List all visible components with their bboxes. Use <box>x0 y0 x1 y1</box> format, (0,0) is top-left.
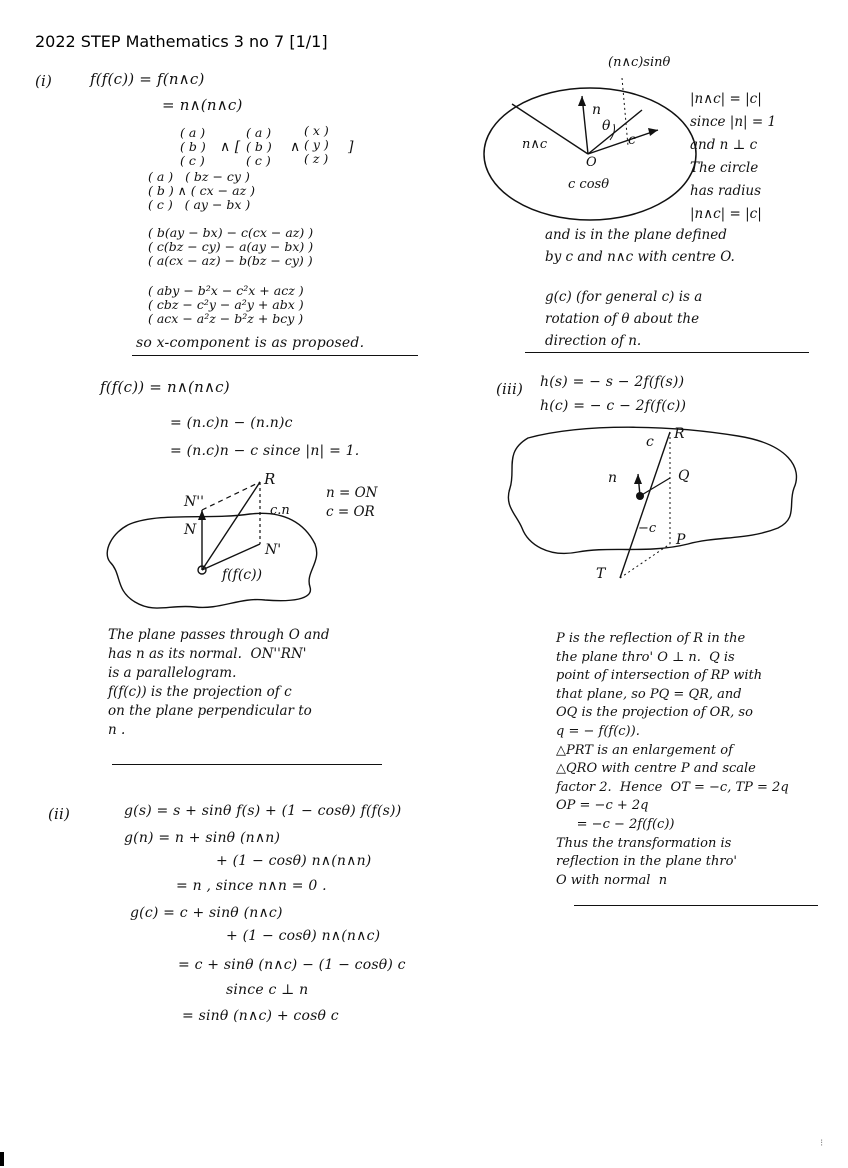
label-P: P <box>676 532 686 548</box>
wedge-bracket: ∧ [ <box>220 139 241 155</box>
part-iii-label: (iii) <box>496 380 524 398</box>
label-R: R <box>264 470 276 488</box>
origin-point <box>636 492 644 500</box>
page-title: 2022 STEP Mathematics 3 no 7 [1/1] <box>35 32 328 51</box>
part-ii-line9: = sinθ (n∧c) + cosθ c <box>182 1008 339 1024</box>
divider <box>574 905 818 906</box>
vector-abc-inner: ( a ) ( b ) ( c ) <box>246 125 272 168</box>
part-ii-line1: g(s) = s + sinθ f(s) + (1 − cosθ) f(f(s)) <box>124 803 402 819</box>
part-ii-line7: = c + sinθ (n∧c) − (1 − cosθ) c <box>178 957 406 973</box>
part-iii-explanation: P is the reflection of R in the the plane thro' O ⊥ n. Q is point of intersection of RP with that plane, so PQ = QR, and OQ is the projection of OR, so q = − f(f(c)). △PRT is an enlargement of △QRO with centre P and scale factor 2. Hence OT = −c, TP = 2q OP = −c + 2q = −c − 2f(f(c)) Thus the transformation is reflection in the plane thro' O with normal n <box>556 631 789 888</box>
label-Q: Q <box>678 468 690 484</box>
reflection-diagram-iii <box>498 418 808 588</box>
cross-product-vectors: ( a ) ( bz − cy ) ( b ) ∧ ( cx − az ) ( c ) ( ay − bx ) <box>148 169 256 212</box>
side-note: |n∧c| = |c| since |n| = 1 and n ⊥ c The circle has radius |n∧c| = |c| <box>690 91 777 222</box>
divider <box>132 355 418 356</box>
plane-note: and is in the plane defined by c and n∧c with centre O. <box>545 227 735 265</box>
expansion-2: ( aby − b²x − c²x + acz ) ( cbz − c²y − a²y + abx ) ( acx − a²z − b²z + bcy ) <box>148 283 304 326</box>
label-N: N <box>184 522 197 538</box>
alt-line2: = (n.c)n − (n.n)c <box>170 415 293 431</box>
label-O: O <box>586 155 597 170</box>
label-ccos: c cosθ <box>568 177 610 192</box>
part-ii-line6: + (1 − cosθ) n∧(n∧c) <box>226 928 381 944</box>
label-top: (n∧c)sinθ <box>608 55 671 70</box>
expansion-1: ( b(ay − bx) − c(cx − az) ) ( c(bz − cy) − a(ay − bx) ) ( a(cx − az) − b(bz − cy) ) <box>148 225 314 268</box>
label-negc: −c <box>638 521 657 536</box>
label-c: c <box>628 132 636 148</box>
part-i-explanation: The plane passes through O and has n as its normal. ON''RN' is a parallelogram. f(f(c)) is the projection of c on the plane perpendicular to n . <box>108 627 330 738</box>
part-i-label: (i) <box>35 72 53 90</box>
label-R: R <box>674 426 685 442</box>
wedge-inner: ∧ <box>290 139 301 155</box>
arrow-n <box>634 474 642 484</box>
label-ffc: f(f(c)) <box>222 567 263 583</box>
part-ii-line4: = n , since n∧n = 0 . <box>176 878 327 894</box>
vector-xyz: ( x ) ( y ) ( z ) <box>304 123 329 166</box>
vector-abc: ( a ) ( b ) ( c ) <box>180 125 206 168</box>
general-rotation: g(c) (for general c) is a rotation of θ about the direction of n. <box>545 289 703 349</box>
part-ii-line2: g(n) = n + sinθ (n∧n) <box>124 830 281 846</box>
label-T: T <box>596 566 606 582</box>
part-ii-line3: + (1 − cosθ) n∧(n∧n) <box>216 853 372 869</box>
label-n: n <box>592 102 602 118</box>
label-n: n <box>608 470 618 486</box>
part-ii-line8: since c ⊥ n <box>226 982 309 998</box>
part-iii-line1: h(s) = − s − 2f(f(s)) <box>540 374 685 390</box>
label-c: c <box>646 434 654 450</box>
part-ii-line5: g(c) = c + sinθ (n∧c) <box>130 905 283 921</box>
alt-line1: f(f(c)) = n∧(n∧c) <box>100 378 230 396</box>
vector-definitions: n = ON c = OR <box>326 485 378 520</box>
bracket-close: ] <box>348 139 354 155</box>
part-i-line2: = n∧(n∧c) <box>162 96 243 114</box>
line-RT <box>620 432 670 578</box>
arrow-n <box>198 510 206 520</box>
part-ii-label: (ii) <box>48 805 71 823</box>
part-i-conclusion: so x-component is as proposed. <box>136 335 365 351</box>
divider <box>525 352 809 353</box>
vector-c <box>588 130 658 154</box>
arrow-n <box>578 96 586 106</box>
part-iii-line2: h(c) = − c − 2f(f(c)) <box>540 398 687 414</box>
label-N1: N' <box>265 542 282 558</box>
plane-diagram-i <box>100 462 330 622</box>
corner-mark <box>0 1152 4 1166</box>
divider <box>112 764 382 765</box>
label-theta: θ <box>602 118 611 134</box>
alt-line3: = (n.c)n − c since |n| = 1. <box>170 443 360 459</box>
label-nc: n∧c <box>522 137 548 152</box>
plane-outline <box>107 513 317 608</box>
theta-arc <box>610 124 615 140</box>
arrow-c <box>648 128 658 136</box>
label-N2: N'' <box>184 494 204 510</box>
line-OQ <box>640 478 670 496</box>
page-marker: ⁝ <box>820 1138 824 1149</box>
part-i-line1: f(f(c)) = f(n∧c) <box>90 70 205 88</box>
label-cn: c.n <box>270 503 290 518</box>
